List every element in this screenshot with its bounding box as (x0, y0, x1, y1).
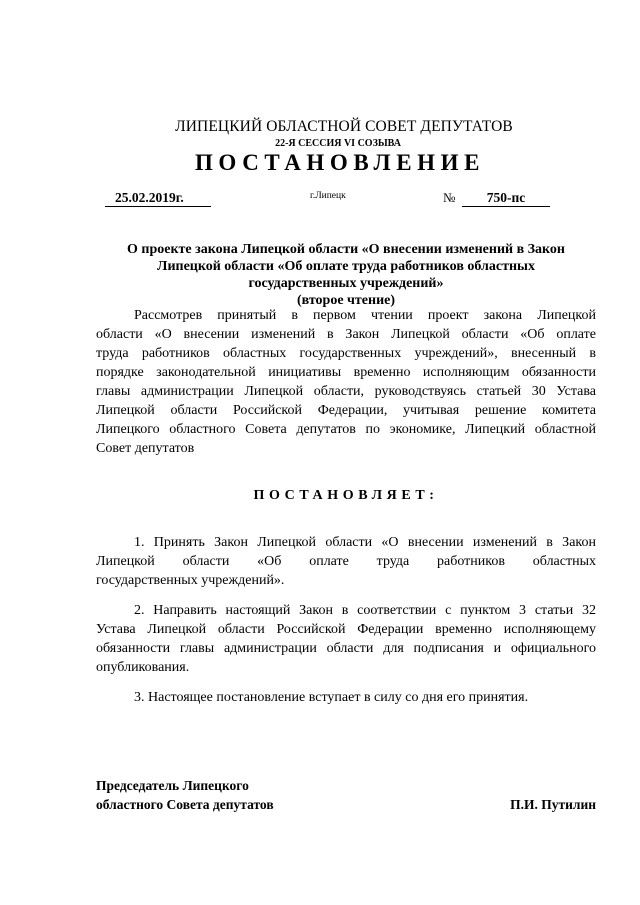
number-sign: № (443, 190, 456, 205)
signatory-position: Председатель Липецкого (96, 778, 249, 793)
document-title (96, 241, 596, 309)
item-line: 1. Принять Закон Липецкой области «О внесении изменений в Закон (134, 535, 596, 550)
item-line: опубликования. (96, 660, 190, 675)
title-line: О проекте закона Липецкой области «О внесении изменений в Закон (127, 242, 565, 257)
preamble-line: Совет депутатов (96, 441, 195, 456)
document-number: 750-пс (462, 190, 550, 207)
title-line: государственных учреждений» (248, 276, 444, 291)
preamble-line: Липецкой области Российской Федерации, учитывая решение комитета (96, 403, 596, 418)
preamble-line: Рассмотрев принятый в первом чтении проект закона Липецкой (134, 308, 596, 323)
preamble-line: труда работников областных государственных учреждений», внесенный в (96, 346, 596, 361)
item-line: Устава Липецкой области Российской Федерации временно исполняющему (96, 622, 596, 637)
signatory-position: областного Совета депутатов (96, 797, 274, 812)
item-line: Липецкой области «Об оплате труда работников областных (96, 554, 596, 569)
signatory-name: П.И. Путилин (510, 797, 596, 812)
council-name: ЛИПЕЦКИЙ ОБЛАСТНОЙ СОВЕТ ДЕПУТАТОВ (175, 118, 513, 135)
document-meta-row (0, 190, 640, 212)
preamble-line: области «О внесении изменений в Закон Липецкой области «Об оплате (96, 327, 596, 342)
document-type-heading: ПОСТАНОВЛЕНИЕ (194, 150, 486, 175)
session-label: 22-Я СЕССИЯ VI СОЗЫВА (275, 138, 401, 149)
item-line: государственных учреждений». (96, 573, 285, 588)
title-reading-note: (второе чтение) (296, 293, 396, 308)
title-line: Липецкой области «Об оплате труда работников областных (157, 259, 535, 274)
item-line: 2. Направить настоящий Закон в соответствии с пунктом 3 статьи 32 (134, 603, 596, 618)
document-date: 25.02.2019г. (105, 190, 211, 207)
resolution-item-3 (96, 688, 596, 707)
item-line: обязанности главы администрации области для подписания и официального (96, 641, 596, 656)
resolution-item-1 (96, 533, 596, 590)
document-place: г.Липецк (310, 191, 346, 201)
preamble-line: порядке законодательной инициативы временно исполняющим обязанности (96, 365, 596, 380)
resolves-heading: ПОСТАНОВЛЯЕТ: (253, 488, 439, 503)
item-line: 3. Настоящее постановление вступает в силу со дня его принятия. (134, 690, 529, 705)
resolution-item-2 (96, 601, 596, 677)
preamble-paragraph (96, 306, 596, 458)
signature-block (96, 776, 596, 814)
preamble-line: главы администрации Липецкой области, руководствуясь статьей 30 Устава (96, 384, 596, 399)
preamble-line: Липецкого областного Совета депутатов по экономике, Липецкий областной (96, 422, 596, 437)
